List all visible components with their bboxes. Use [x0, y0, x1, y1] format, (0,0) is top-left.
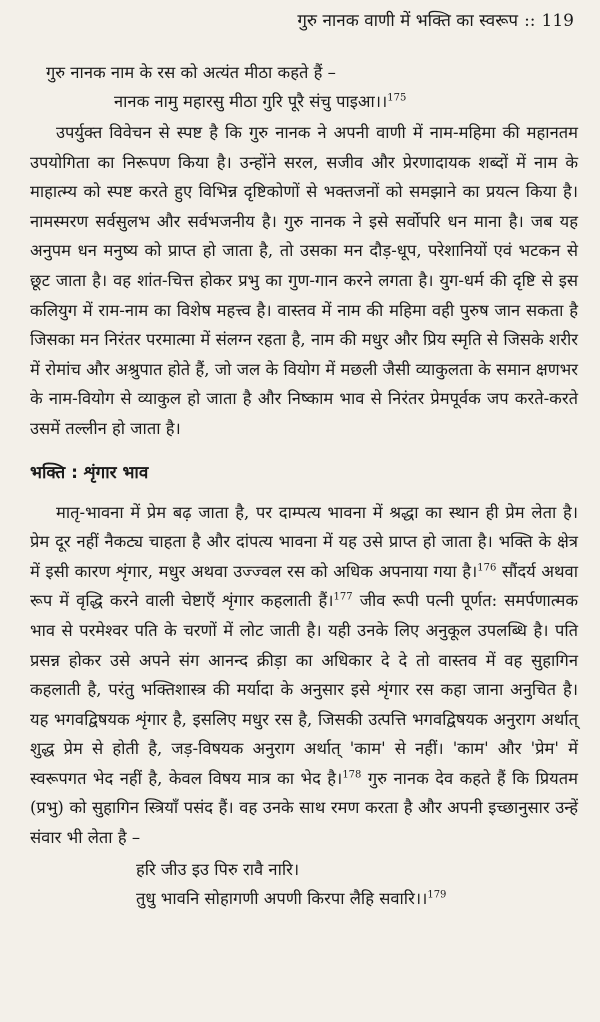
- verse-end-line1: हरि जीउ इउ पिरु रावै नारि।: [136, 859, 300, 879]
- verse-intro-line2-text: नानक नामु महारसु मीठा गुरि पूरै संचु पाइआ।।: [114, 92, 388, 111]
- footnote-ref-175: 175: [387, 92, 407, 104]
- verse-end-line2-text: तुधु भावनि सोहागणी अपणी किरपा लैहि सवारि।।: [136, 888, 428, 908]
- paragraph-shringar-part2: सौंदर्य अथवा रूप में वृद्धि करने वाली चेष्टाएँ शृंगार कहलाती हैं।: [30, 561, 578, 611]
- paragraph-shringar: [30, 498, 578, 853]
- page-number: 119: [541, 11, 574, 31]
- paragraph-shringar-part3: जीव रूपी पत्नी पूर्णत: समर्पणात्मक भाव से परमेश्वर पति के चरणों में लोट जाती है। यही उनके लिए अनुकूल उपलब्धि है। पति प्रसन्न होकर उसे अपने संग आनन्द क्रीड़ा का अधिकार दे दे तो वास्तव में वह सुहागिन कहलाती है, परंतु भक्तिशास्त्र की मर्यादा के अनुसार इसे शृंगार रस कहा जाना अनुचित है। यह भगवद्विषयक शृंगार है, इसलिए मधुर रस है, जिसकी उत्पत्ति भगवद्विषयक अनुराग अर्थात् शुद्ध प्रेम से होती है, जड़-विषयक अनुराग अर्थात् 'काम' से नहीं। 'काम' और 'प्रेम' में स्वरूपगत भेद नहीं है, केवल विषय मात्र का भेद है।: [30, 591, 578, 788]
- running-head-title: गुरु नानक वाणी में भक्ति का स्वरूप: [297, 11, 519, 31]
- verse-end-line2: [30, 884, 578, 913]
- footnote-ref-178: 178: [342, 769, 362, 781]
- footnote-ref-179: 179: [427, 889, 447, 901]
- verse-intro-line1: गुरु नानक नाम के रस को अत्यंत मीठा कहते हैं –: [46, 63, 336, 82]
- paragraph-shringar-part1: मातृ-भावना में प्रेम बढ़ जाता है, पर दाम्पत्य भावना में श्रद्धा का स्थान ही प्रेम लेता है। प्रेम दूर नहीं नैकट्य चाहता है और दांपत्य भावना में यह उसे प्राप्त हो जाता है। भक्ति के क्षेत्र में इसी कारण शृंगार, मधुर अथवा उज्ज्वल रस को अधिक अपनाया गया है।: [30, 502, 578, 581]
- paragraph-shringar-part4: गुरु नानक देव कहते हैं कि प्रियतम (प्रभु) को सुहागिन स्त्रियाँ पसंद हैं। वह उनके साथ रमण करता है और अपनी इच्छानुसार उन्हें संवार भी लेता है –: [30, 768, 578, 848]
- footnote-ref-176: 176: [477, 562, 497, 574]
- running-head-separator: ::: [524, 11, 536, 31]
- section-heading: भक्ति : शृंगार भाव: [30, 462, 149, 483]
- verse-intro: [30, 58, 578, 116]
- verse-end: [30, 855, 578, 913]
- footnote-ref-177: 177: [333, 591, 353, 603]
- paragraph-naam-mahima: उपर्युक्त विवेचन से स्पष्ट है कि गुरु नानक ने अपनी वाणी में नाम-महिमा की महानतम उपयोगिता का निरूपण किया है। उन्होंने सरल, सजीव और प्रेरणादायक शब्दों में नाम के माहात्म्य को स्पष्ट करते हुए विभिन्न दृष्टिकोणों से भक्तजनों को समझाने का प्रयत्न किया है। नामस्मरण सर्वसुलभ और सर्वभजनीय है। गुरु नानक ने इसे सर्वोपरि धन माना है। जब यह अनुपम धन मनुष्य को प्राप्त हो जाता है, तो उसका मन दौड़-धूप, परेशानियों एवं भटकन से छूट जाता है। वह शांत-चित्त होकर प्रभु का गुण-गान करने लगता है। युग-धर्म की दृष्टि से इस कलियुग में राम-नाम का विशेष महत्त्व है। वास्तव में नाम की महिमा वही पुरुष जान सकता है जिसका मन निरंतर परमात्मा में संलग्न रहता है, नाम की मधुर और प्रिय स्मृति से जिसके शरीर में रोमांच और अश्रुपात होते हैं, जो जल के वियोग में मछली जैसी व्याकुलता के समान क्षणभर के नाम-वियोग से व्याकुल हो जाता है और निष्काम भाव से निरंतर प्रेमपूर्वक जप करते-करते उसमें तल्लीन हो जाता है।: [30, 123, 578, 438]
- running-head: [30, 8, 578, 34]
- verse-intro-line2: [30, 87, 578, 116]
